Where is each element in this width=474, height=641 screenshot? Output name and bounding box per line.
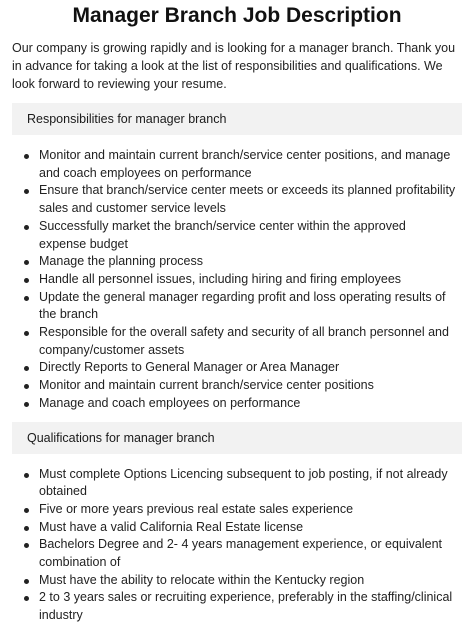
bullet-icon	[24, 154, 29, 159]
bullet-icon	[24, 508, 29, 513]
list-item-text: Handle all personnel issues, including hiring and firing employees	[39, 271, 402, 286]
intro-paragraph: Our company is growing rapidly and is looking for a manager branch. Thank you in advance for taking a look at the list of responsibilities and qualifications. We look forward to reviewing your resume.	[12, 41, 456, 91]
bullet-icon	[24, 331, 29, 336]
bullet-icon	[24, 384, 29, 389]
list-item	[39, 519, 462, 537]
list-item	[39, 182, 462, 217]
bullet-icon	[24, 473, 29, 478]
list-item-text: Responsible for the overall safety and security of all branch personnel and company/customer assets	[39, 325, 449, 357]
list-item-text: Bachelors Degree and 2- 4 years management experience, or equivalent combination of	[39, 537, 443, 570]
list-item	[39, 218, 462, 253]
list-item	[39, 359, 462, 377]
list-item-text: Must have the ability to relocate within the Kentucky region	[39, 572, 365, 587]
list-item	[39, 253, 462, 271]
list-item-text: Update the general manager regarding profit and loss operating results of the branch	[39, 289, 446, 322]
list-item-text: Manage and coach employees on performance	[39, 395, 301, 410]
list-item	[39, 147, 462, 182]
list-item	[39, 289, 462, 324]
list-item-text: 2 to 3 years sales or recruiting experience, preferably in the staffing/clinical industry	[39, 590, 453, 623]
list-item-text: Must have a valid California Real Estate license	[39, 519, 304, 534]
qualifications-list	[12, 466, 462, 625]
list-item-text: Manage the planning process	[39, 254, 204, 269]
list-item-text: Monitor and maintain current branch/service center positions, and manage and coach employees on performance	[39, 148, 451, 180]
bullet-icon	[24, 260, 29, 265]
page-title: Manager Branch Job Description	[72, 4, 402, 27]
responsibilities-list	[12, 147, 462, 413]
list-item	[39, 271, 462, 289]
bullet-icon	[24, 225, 29, 230]
bullet-icon	[24, 189, 29, 194]
list-item-text: Successfully market the branch/service center within the approved expense budget	[39, 218, 406, 251]
qualifications-heading: Qualifications for manager branch	[12, 422, 462, 454]
bullet-icon	[24, 579, 29, 584]
list-item-text: Five or more years previous real estate sales experience	[39, 501, 354, 516]
list-item	[39, 324, 462, 359]
list-item	[39, 572, 462, 590]
bullet-icon	[24, 278, 29, 283]
list-item	[39, 501, 462, 519]
responsibilities-heading: Responsibilities for manager branch	[12, 103, 462, 135]
bullet-icon	[24, 526, 29, 531]
list-item	[39, 377, 462, 395]
list-item	[39, 395, 462, 413]
bullet-icon	[24, 543, 29, 548]
list-item	[39, 589, 462, 624]
bullet-icon	[24, 296, 29, 301]
bullet-icon	[24, 366, 29, 371]
list-item-text: Ensure that branch/service center meets or exceeds its planned profitability sales and customer service levels	[39, 183, 456, 216]
list-item	[39, 536, 462, 571]
bullet-icon	[24, 402, 29, 407]
list-item	[39, 466, 462, 501]
list-item-text: Directly Reports to General Manager or Area Manager	[39, 360, 340, 375]
list-item-text: Must complete Options Licencing subsequent to job posting, if not already obtained	[39, 466, 448, 499]
list-item-text: Monitor and maintain current branch/service center positions	[39, 378, 374, 393]
bullet-icon	[24, 596, 29, 601]
